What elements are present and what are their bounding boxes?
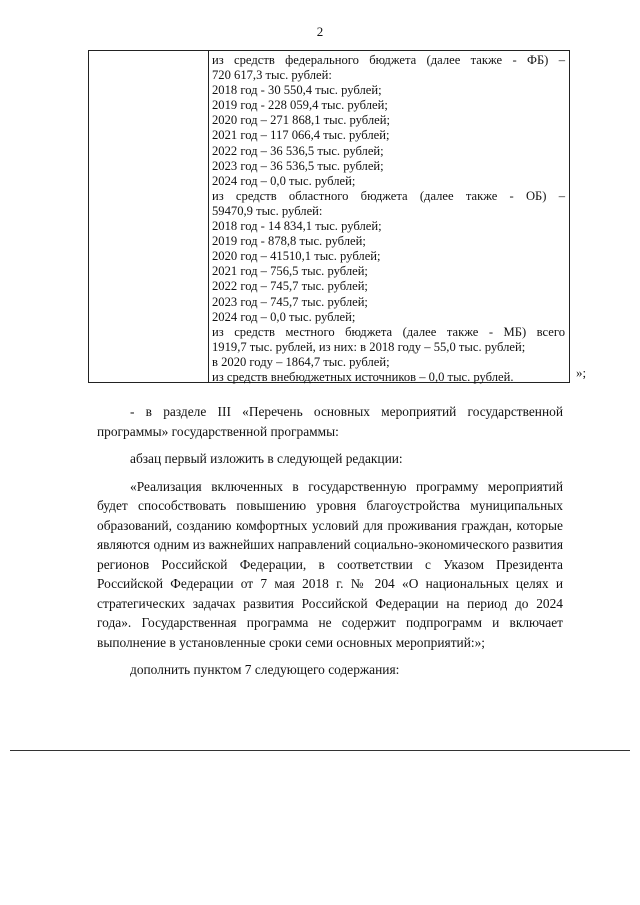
- table-line: 2024 год – 0,0 тыс. рублей;: [212, 173, 356, 188]
- table-line: 2018 год - 30 550,4 тыс. рублей;: [212, 83, 382, 98]
- table-line: 2020 год – 41510,1 тыс. рублей;: [212, 249, 381, 264]
- table-funding-cell: [209, 51, 569, 382]
- table-line: 2023 год – 36 536,5 тыс. рублей;: [212, 158, 384, 173]
- table-line: из средств областного бюджета (далее также - ОБ) –: [212, 188, 565, 203]
- table-line: 2021 год – 117 066,4 тыс. рублей;: [212, 128, 390, 143]
- table-line: в 2020 году – 1864,7 тыс. рублей;: [212, 354, 390, 369]
- table-line: 2019 год - 228 059,4 тыс. рублей;: [212, 98, 388, 113]
- table-line: 2022 год – 36 536,5 тыс. рублей;: [212, 143, 384, 158]
- table-line: 1919,7 тыс. рублей, из них: в 2018 году – 55,0 тыс. рублей;: [212, 339, 526, 354]
- table-line: 2018 год - 14 834,1 тыс. рублей;: [212, 219, 382, 234]
- closing-quote: »;: [576, 365, 587, 380]
- table-line: 59470,9 тыс. рублей:: [212, 203, 323, 218]
- table-line: 2023 год – 745,7 тыс. рублей;: [212, 294, 368, 309]
- table-line: 2024 год – 0,0 тыс. рублей;: [212, 309, 356, 324]
- table-line: из средств федерального бюджета (далее также - ФБ) –: [212, 53, 565, 67]
- paragraph-section-iii: - в разделе III «Перечень основных мероприятий государственной программы» государственной программы:: [97, 404, 563, 439]
- paragraph-add-item: дополнить пунктом 7 следующего содержания:: [130, 662, 400, 677]
- paragraph-quote: «Реализация включенных в государственную программу мероприятий будет способствовать повышению уровня благоустройства муниципальных образований, созданию комфортных условий для проживания граждан, которые являются одним из важнейших направлений социально-экономического развития регионов Российской Федерации, в соответствии с Указом Президента Российской Федерации от 7 мая 2018 г. № 204 «О национальных целях и стратегических задачах развития Российской Федерации на период до 2024 года». Государственная программа не содержит подпрограмм и включает выполнение в установленные сроки семи основных мероприятий:»;: [97, 478, 563, 650]
- funding-table: [88, 50, 570, 383]
- table-line: 720 617,3 тыс. рублей:: [212, 68, 332, 83]
- horizontal-rule: [10, 750, 630, 751]
- table-label-cell: [89, 51, 209, 382]
- table-line: из средств местного бюджета (далее также - МБ) всего: [212, 324, 565, 339]
- table-line: 2019 год - 878,8 тыс. рублей;: [212, 234, 366, 249]
- table-line: 2021 год – 756,5 тыс. рублей;: [212, 264, 368, 279]
- table-line: из средств внебюджетных источников – 0,0 тыс. рублей.: [212, 369, 514, 384]
- page-number: 2: [316, 24, 324, 39]
- table-line: 2020 год – 271 868,1 тыс. рублей;: [212, 113, 390, 128]
- table-line: 2022 год – 745,7 тыс. рублей;: [212, 279, 368, 294]
- paragraph-first-paragraph: абзац первый изложить в следующей редакции:: [130, 451, 403, 466]
- body-text: [97, 402, 563, 680]
